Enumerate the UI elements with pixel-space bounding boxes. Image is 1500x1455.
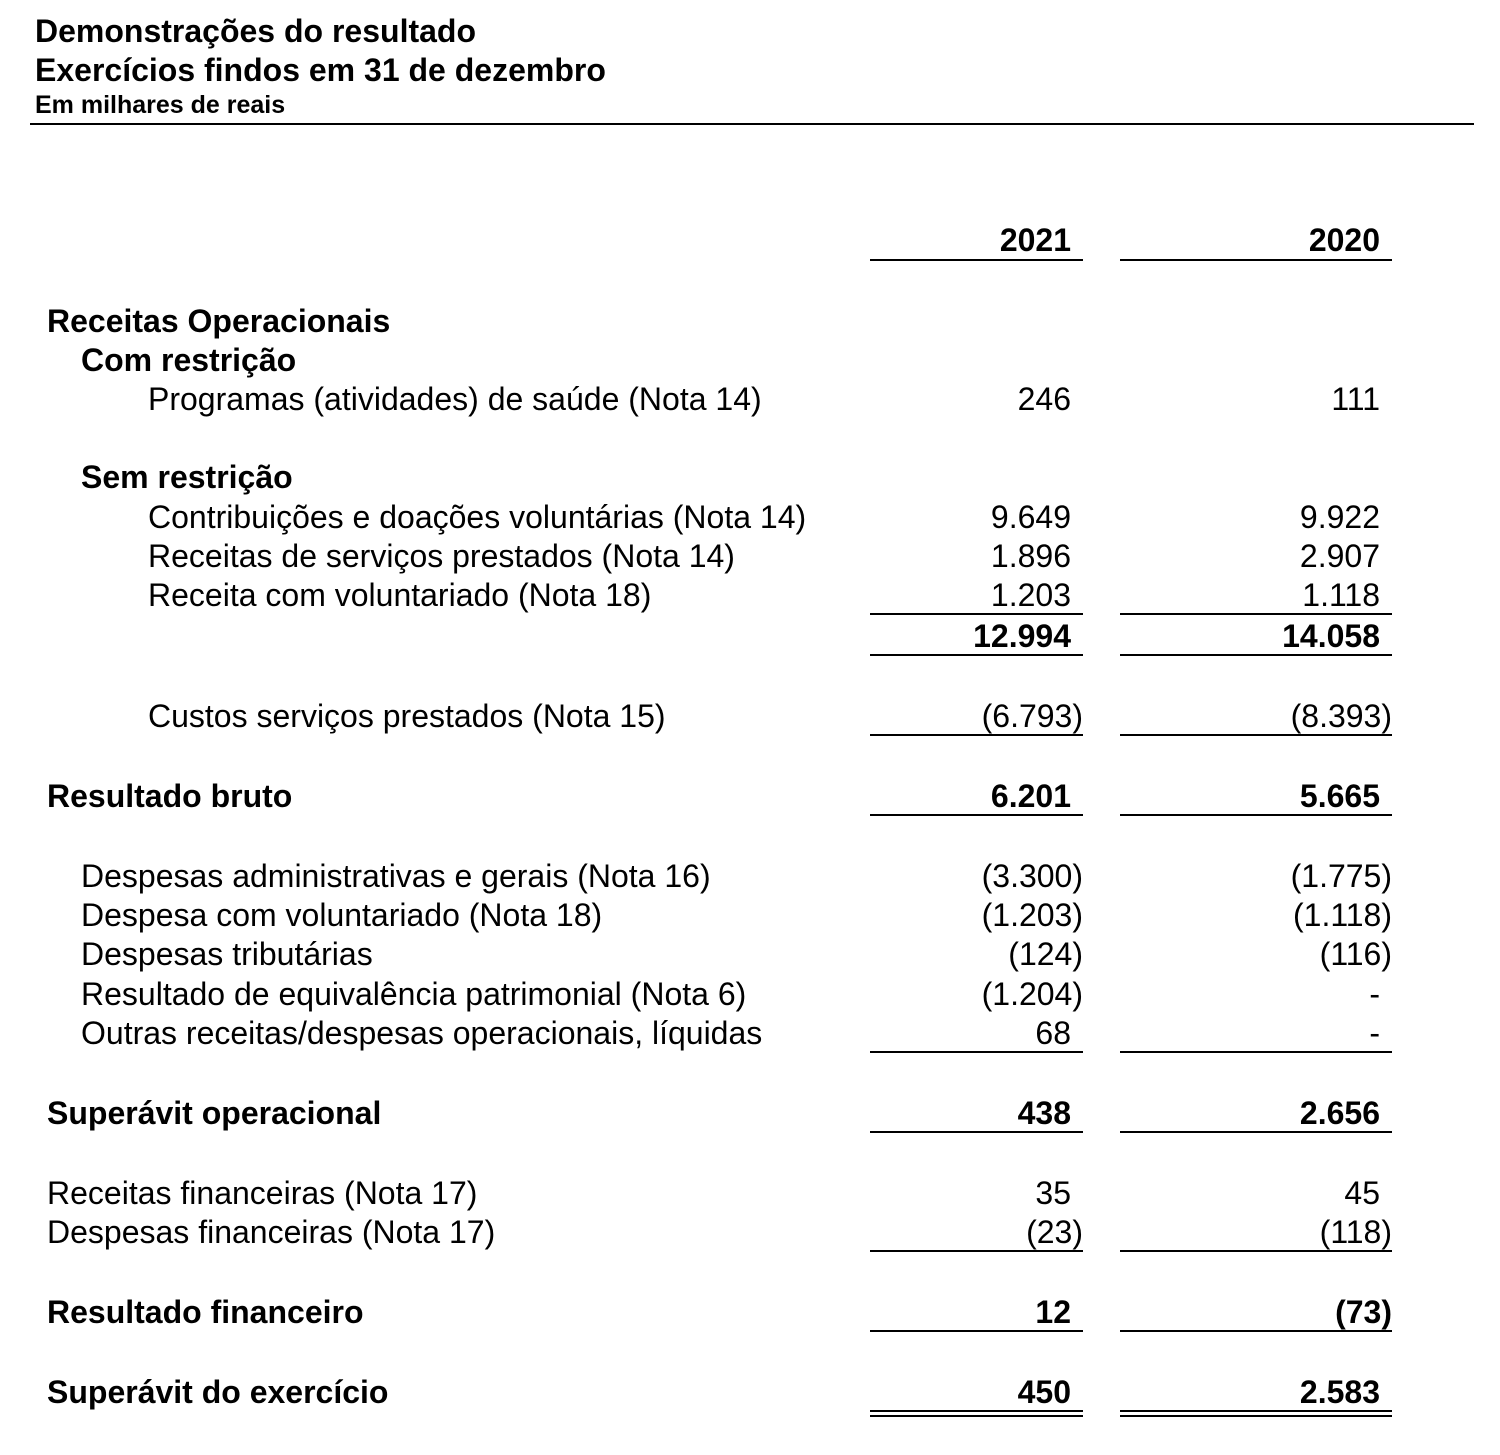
value-2021: 1.203 [990, 577, 1071, 613]
value-2021: 6.201 [990, 778, 1071, 814]
value-2020: (118) [1319, 1214, 1392, 1250]
row-label: Custos serviços prestados (Nota 15) [148, 698, 666, 734]
value-2021: (1.203) [981, 897, 1083, 933]
value-2021: 12.994 [973, 618, 1071, 654]
value-2020: 2.907 [1299, 538, 1380, 574]
row-label: Com restrição [81, 342, 297, 378]
total-row [0, 1295, 1500, 1329]
total-row [0, 1096, 1500, 1130]
grand-total-row [0, 1375, 1500, 1409]
row-label: Resultado bruto [47, 778, 293, 814]
value-2021: 35 [1035, 1175, 1071, 1211]
statement-row [0, 382, 1500, 416]
value-2020: (1.775) [1290, 858, 1392, 894]
subtotal-rule [1120, 613, 1392, 615]
statement-row [0, 1016, 1500, 1050]
total-rule [1120, 1051, 1392, 1053]
subtotal-rule [870, 613, 1083, 615]
grand-total-double-rule [1120, 1410, 1392, 1417]
value-2020: - [1369, 1015, 1380, 1051]
value-2021: 9.649 [990, 499, 1071, 535]
value-2021: 1.896 [990, 538, 1071, 574]
column-header-2021: 2021 [999, 222, 1071, 258]
value-2020: - [1369, 976, 1380, 1012]
value-2021: 438 [1017, 1095, 1071, 1131]
total-row [0, 779, 1500, 813]
subsection-heading [0, 343, 1500, 377]
value-2020: 14.058 [1282, 618, 1380, 654]
header-divider [30, 123, 1474, 125]
value-2020: 45 [1344, 1175, 1380, 1211]
total-rule [1120, 734, 1392, 736]
value-2020: (73) [1335, 1294, 1392, 1330]
page-title: Demonstrações do resultado [35, 13, 476, 49]
total-rule [870, 1330, 1083, 1332]
statement-row [0, 500, 1500, 534]
value-2021: (124) [1008, 936, 1083, 972]
statement-row [0, 539, 1500, 573]
statement-row [0, 578, 1500, 612]
statement-row [0, 1215, 1500, 1249]
statement-row [0, 898, 1500, 932]
value-2020: (116) [1319, 936, 1392, 972]
units-note: Em milhares de reais [35, 91, 286, 119]
statement-row [0, 1176, 1500, 1210]
value-2020: 2.583 [1299, 1374, 1380, 1410]
total-rule [1120, 654, 1392, 656]
value-2021: (23) [1026, 1214, 1083, 1250]
value-2021: (1.204) [981, 976, 1083, 1012]
value-2020: 111 [1331, 381, 1380, 417]
subtotal-row [0, 619, 1500, 653]
row-label: Receitas Operacionais [47, 303, 391, 339]
value-2020: 9.922 [1299, 499, 1380, 535]
total-rule [870, 814, 1083, 816]
row-label: Despesas tributárias [81, 936, 373, 972]
row-label: Resultado financeiro [47, 1294, 364, 1330]
value-2021: 450 [1017, 1374, 1071, 1410]
value-2021: (3.300) [981, 858, 1083, 894]
value-2020: 2.656 [1299, 1095, 1380, 1131]
total-rule [870, 1131, 1083, 1133]
row-label: Receitas financeiras (Nota 17) [47, 1175, 478, 1211]
value-2020: (1.118) [1292, 897, 1392, 933]
total-rule [1120, 814, 1392, 816]
total-rule [1120, 1250, 1392, 1252]
value-2021: 68 [1035, 1015, 1071, 1051]
value-2020: 1.118 [1302, 577, 1380, 613]
value-2021: 246 [1017, 381, 1071, 417]
value-2020: 5.665 [1299, 778, 1380, 814]
statement-row [0, 977, 1500, 1011]
row-label: Superávit do exercício [47, 1374, 389, 1410]
row-label: Contribuições e doações voluntárias (Nota 14) [148, 499, 807, 535]
value-2020: (8.393) [1290, 698, 1392, 734]
row-label: Sem restrição [81, 459, 293, 495]
total-rule [1120, 1330, 1392, 1332]
total-rule [1120, 1131, 1392, 1133]
subsection-heading [0, 460, 1500, 494]
row-label: Receitas de serviços prestados (Nota 14) [148, 538, 735, 574]
grand-total-double-rule [870, 1410, 1083, 1417]
column-header-row [0, 223, 1500, 257]
total-rule [870, 654, 1083, 656]
row-label: Outras receitas/despesas operacionais, líquidas [81, 1015, 763, 1051]
row-label: Superávit operacional [47, 1095, 382, 1131]
page-subtitle: Exercícios findos em 31 de dezembro [35, 52, 606, 88]
total-rule [870, 1250, 1083, 1252]
total-rule [870, 734, 1083, 736]
value-2021: (6.793) [981, 698, 1083, 734]
statement-row [0, 937, 1500, 971]
row-label: Receita com voluntariado (Nota 18) [148, 577, 652, 613]
value-2021: 12 [1035, 1294, 1071, 1330]
total-rule [870, 1051, 1083, 1053]
section-heading [0, 304, 1500, 338]
column-header-2020: 2020 [1308, 222, 1380, 258]
row-label: Resultado de equivalência patrimonial (Nota 6) [81, 976, 747, 1012]
statement-row [0, 699, 1500, 733]
row-label: Despesa com voluntariado (Nota 18) [81, 897, 603, 933]
statement-row [0, 859, 1500, 893]
row-label: Programas (atividades) de saúde (Nota 14) [148, 381, 762, 417]
column-header-underline [1120, 259, 1392, 261]
row-label: Despesas financeiras (Nota 17) [47, 1214, 496, 1250]
row-label: Despesas administrativas e gerais (Nota 16) [81, 858, 711, 894]
column-header-underline [870, 259, 1083, 261]
